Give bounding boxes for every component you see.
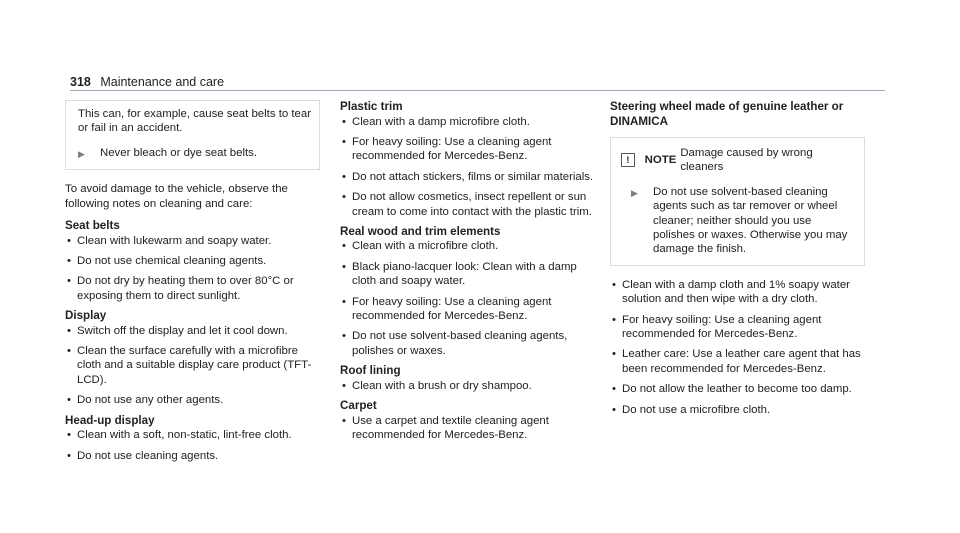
list-item: • Do not dry by heating them to over 80°C or exposing them to direct sunlight. [65,274,320,303]
warning-instruction [78,146,311,161]
warning-text: This can, for example, cause seat belts to tear or fail in an accident. [78,108,311,135]
list-item: • Use a carpet and textile cleaning agent recommended for Mercedes-Benz. [340,414,595,443]
bullet-list [340,115,595,219]
list-item: • Do not attach stickers, films or similar materials. [340,170,595,184]
list-item: • Black piano-lacquer look: Clean with a damp cloth and soapy water. [340,260,595,289]
triangle-right-icon: ▶ [631,187,638,198]
triangle-right-icon: ▶ [78,148,85,159]
list-item: • Do not use a microfibre cloth. [610,403,865,417]
section-heading: Roof lining [340,364,401,378]
note-title: Damage caused by wrong cleaners [680,147,813,174]
warning-instruction-text: Never bleach or dye seat belts. [100,146,258,159]
column-1 [65,100,320,469]
list-item: • Clean with a damp microfibre cloth. [340,115,595,129]
note-label: NOTE [644,154,677,167]
list-item: • Clean with a damp cloth and 1% soapy water solution and then wipe with a dry cloth. [610,278,865,307]
list-item: • For heavy soiling: Use a cleaning agent recommended for Mercedes-Benz. [340,135,595,164]
list-item: • Switch off the display and let it cool down. [65,324,320,338]
list-item: • Do not use any other agents. [65,393,320,407]
intro-text: To avoid damage to the vehicle, observe the following notes on cleaning and care: [65,183,288,210]
page-header [70,75,224,89]
column-3 [610,100,865,423]
bullet-list [340,414,595,443]
section-heading: Steering wheel made of genuine leather or DINAMICA [610,100,844,128]
column-2 [340,100,595,449]
section-heading: Display [65,309,107,323]
section-heading: Real wood and trim elements [340,224,501,238]
bullet-list [65,324,320,408]
header-divider [70,90,885,91]
list-item: • Leather care: Use a leather care agent that has been recommended for Mercedes-Benz. [610,347,865,376]
bullet-list [65,428,320,463]
list-item: • Do not use chemical cleaning agents. [65,254,320,268]
bullet-list [340,239,595,358]
exclamation-icon: ! [621,153,635,167]
bullet-list [65,234,320,304]
page-number: 318 [70,75,91,89]
note-instruction-text: Do not use solvent-based cleaning agents such as tar remover or wheel cleaner; neither should you use polishes or waxes. Otherwise you may damage the finish. [653,185,848,256]
section-heading: Plastic trim [340,100,403,113]
list-item: • Clean with lukewarm and soapy water. [65,234,320,248]
list-item: • Clean with a brush or dry shampoo. [340,379,595,393]
note-instruction [631,185,854,257]
list-item: • Do not use cleaning agents. [65,449,320,463]
note-header [621,146,854,175]
section-heading: Head-up display [65,413,155,427]
list-item: • Do not use solvent-based cleaning agents, polishes or waxes. [340,329,595,358]
bullet-list [340,379,595,393]
note-box [610,137,865,266]
section-title: Maintenance and care [100,75,225,89]
section-heading: Carpet [340,399,377,413]
section-heading: Seat belts [65,219,120,233]
list-item: • Do not allow cosmetics, insect repellent or sun cream to come into contact with the plastic trim. [340,190,595,219]
list-item: • Clean with a soft, non-static, lint-free cloth. [65,428,320,442]
list-item: • Clean the surface carefully with a microfibre cloth and a suitable display care product (TFT-LCD). [65,344,320,387]
warning-box [65,100,320,170]
list-item: • For heavy soiling: Use a cleaning agent recommended for Mercedes-Benz. [610,313,865,342]
bullet-list [610,278,865,417]
list-item: • Do not allow the leather to become too damp. [610,382,865,396]
list-item: • Clean with a microfibre cloth. [340,239,595,253]
list-item: • For heavy soiling: Use a cleaning agent recommended for Mercedes-Benz. [340,295,595,324]
